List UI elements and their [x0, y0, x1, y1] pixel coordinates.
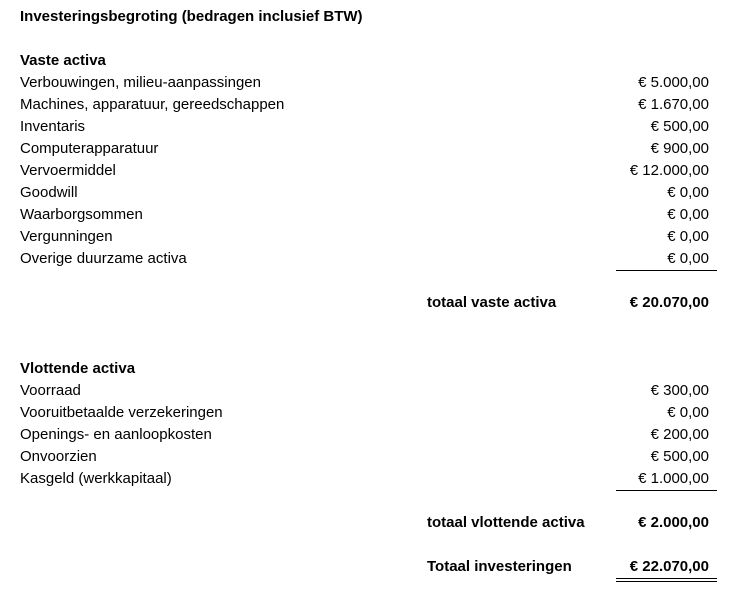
line-item-amount: € 500,00: [650, 118, 709, 135]
line-item-label: Goodwill: [20, 184, 78, 201]
line-item-amount: € 0,00: [667, 250, 709, 267]
line-item-amount: € 0,00: [667, 184, 709, 201]
line-item-label: Inventaris: [20, 118, 86, 135]
line-item-amount: € 0,00: [667, 206, 709, 223]
line-item-row: [0, 248, 745, 270]
line-item-row: [0, 116, 745, 138]
subtotal-rule: [616, 490, 717, 491]
line-item-amount: € 300,00: [650, 382, 709, 399]
line-item-row: [0, 402, 745, 424]
line-item-row: [0, 226, 745, 248]
line-item-label: Kasgeld (werkkapitaal): [20, 470, 172, 487]
double-underline-bottom: [616, 581, 717, 582]
fixed-assets-total-row: [0, 292, 745, 314]
fixed-assets-total-label: totaal vaste activa: [427, 294, 557, 311]
grand-total-row: [0, 556, 745, 578]
line-item-label: Vervoermiddel: [20, 162, 116, 179]
line-item-label: Vooruitbetaalde verzekeringen: [20, 404, 223, 421]
line-item-amount: € 500,00: [650, 448, 709, 465]
line-item-amount: € 0,00: [667, 228, 709, 245]
line-item-label: Machines, apparatuur, gereedschappen: [20, 96, 285, 113]
line-item-amount: € 1.000,00: [638, 470, 709, 487]
grand-total-label: Totaal investeringen: [427, 558, 572, 575]
subtotal-rule: [616, 270, 717, 271]
grand-total-amount: € 22.070,00: [629, 558, 709, 575]
page-title: Investeringsbegroting (bedragen inclusief BTW): [20, 8, 363, 25]
line-item-row: [0, 94, 745, 116]
line-item-label: Overige duurzame activa: [20, 250, 187, 267]
current-assets-heading: Vlottende activa: [20, 360, 136, 377]
line-item-row: [0, 424, 745, 446]
line-item-row: [0, 160, 745, 182]
line-item-row: [0, 446, 745, 468]
line-item-label: Computerapparatuur: [20, 140, 159, 157]
line-item-row: [0, 204, 745, 226]
line-item-amount: € 900,00: [650, 140, 709, 157]
line-item-label: Waarborgsommen: [20, 206, 143, 223]
line-item-amount: € 5.000,00: [638, 74, 709, 91]
line-item-row: [0, 380, 745, 402]
line-item-label: Openings- en aanloopkosten: [20, 426, 212, 443]
current-assets-total-row: [0, 512, 745, 534]
fixed-assets-total-amount: € 20.070,00: [629, 294, 709, 311]
title-row: [0, 6, 745, 28]
line-item-label: Voorraad: [20, 382, 81, 399]
fixed-assets-heading-row: [0, 50, 745, 72]
line-item-label: Onvoorzien: [20, 448, 97, 465]
line-item-label: Verbouwingen, milieu-aanpassingen: [20, 74, 261, 91]
double-underline-top: [616, 578, 717, 579]
line-item-row: [0, 468, 745, 490]
line-item-amount: € 12.000,00: [629, 162, 709, 179]
line-item-amount: € 200,00: [650, 426, 709, 443]
line-item-row: [0, 72, 745, 94]
line-item-row: [0, 138, 745, 160]
fixed-assets-heading: Vaste activa: [20, 52, 106, 69]
line-item-amount: € 1.670,00: [638, 96, 709, 113]
current-assets-total-amount: € 2.000,00: [638, 514, 709, 531]
line-item-label: Vergunningen: [20, 228, 113, 245]
line-item-row: [0, 182, 745, 204]
line-item-amount: € 0,00: [667, 404, 709, 421]
current-assets-heading-row: [0, 358, 745, 380]
current-assets-total-label: totaal vlottende activa: [427, 514, 585, 531]
